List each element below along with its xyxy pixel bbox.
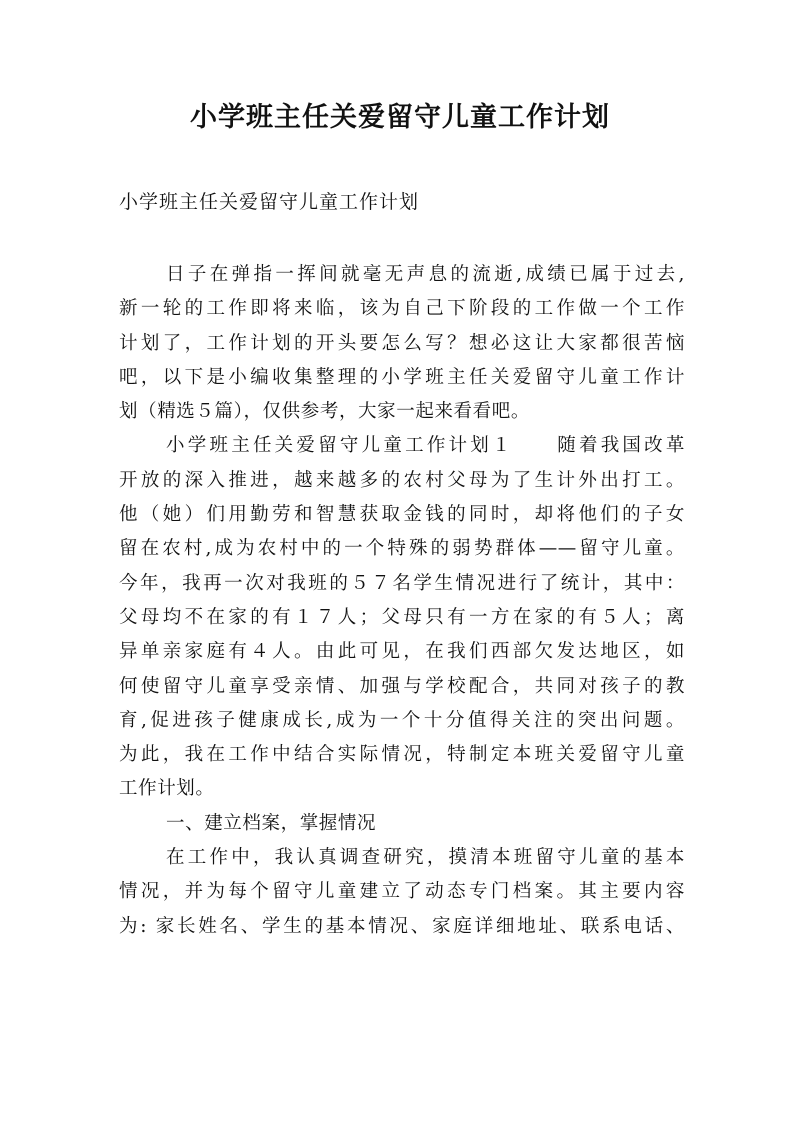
paragraph-line: 日子在弹指一挥间就毫无声息的流逝,成绩已属于过去, (166, 264, 685, 285)
paragraph-line: 计划了，工作计划的开头要怎么写？想必这让大家都很苦恼 (119, 332, 685, 354)
paragraph-line: 异单亲家庭有４人。由此可见，在我们西部欠发达地区，如 (119, 641, 685, 663)
paragraph-line: 吧，以下是小编收集整理的小学班主任关爱留守儿童工作计 (119, 366, 685, 388)
paragraph-line: 父母均不在家的有１７人；父母只有一方在家的有５人；离 (119, 606, 685, 628)
paragraph-line: 划（精选５篇），仅供参考，大家一起来看看吧。 (119, 401, 530, 423)
document-body (119, 258, 685, 944)
section-heading: 一、建立档案，掌握情况 (166, 812, 377, 834)
paragraph-line: 开放的深入推进，越来越多的农村父母为了生计外出打工。 (119, 469, 685, 491)
document-subtitle: 小学班主任关爱留守儿童工作计划 (119, 191, 420, 213)
paragraph-line: 工作计划。 (119, 778, 215, 800)
paragraph-line: 情况，并为每个留守儿童建立了动态专门档案。其主要内容 (119, 881, 685, 903)
paragraph-line: 小学班主任关爱留守儿童工作计划１ 随着我国改革 (166, 435, 685, 457)
paragraph-line: 为: 家长姓名、学生的基本情况、家庭详细地址、联系电话、 (119, 915, 685, 937)
paragraph-line: 在工作中，我认真调查研究，摸清本班留守儿童的基本 (166, 847, 685, 869)
paragraph-line: 为此，我在工作中结合实际情况，特制定本班关爱留守儿童 (119, 744, 685, 766)
paragraph-line: 他（她）们用勤劳和智慧获取金钱的同时，却将他们的子女 (119, 504, 685, 526)
paragraph-line: 何使留守儿童享受亲情、加强与学校配合，共同对孩子的教 (119, 675, 685, 697)
paragraph-line: 育,促进孩子健康成长,成为一个十分值得关注的突出问题。 (119, 709, 685, 731)
paragraph-line: 今年，我再一次对我班的５７名学生情况进行了统计，其中： (119, 572, 685, 594)
document-title: 小学班主任关爱留守儿童工作计划 (190, 102, 610, 133)
paragraph-line: 留在农村,成为农村中的一个特殊的弱势群体——留守儿童。 (119, 538, 685, 560)
paragraph-line: 新一轮的工作即将来临，该为自己下阶段的工作做一个工作 (119, 298, 685, 320)
